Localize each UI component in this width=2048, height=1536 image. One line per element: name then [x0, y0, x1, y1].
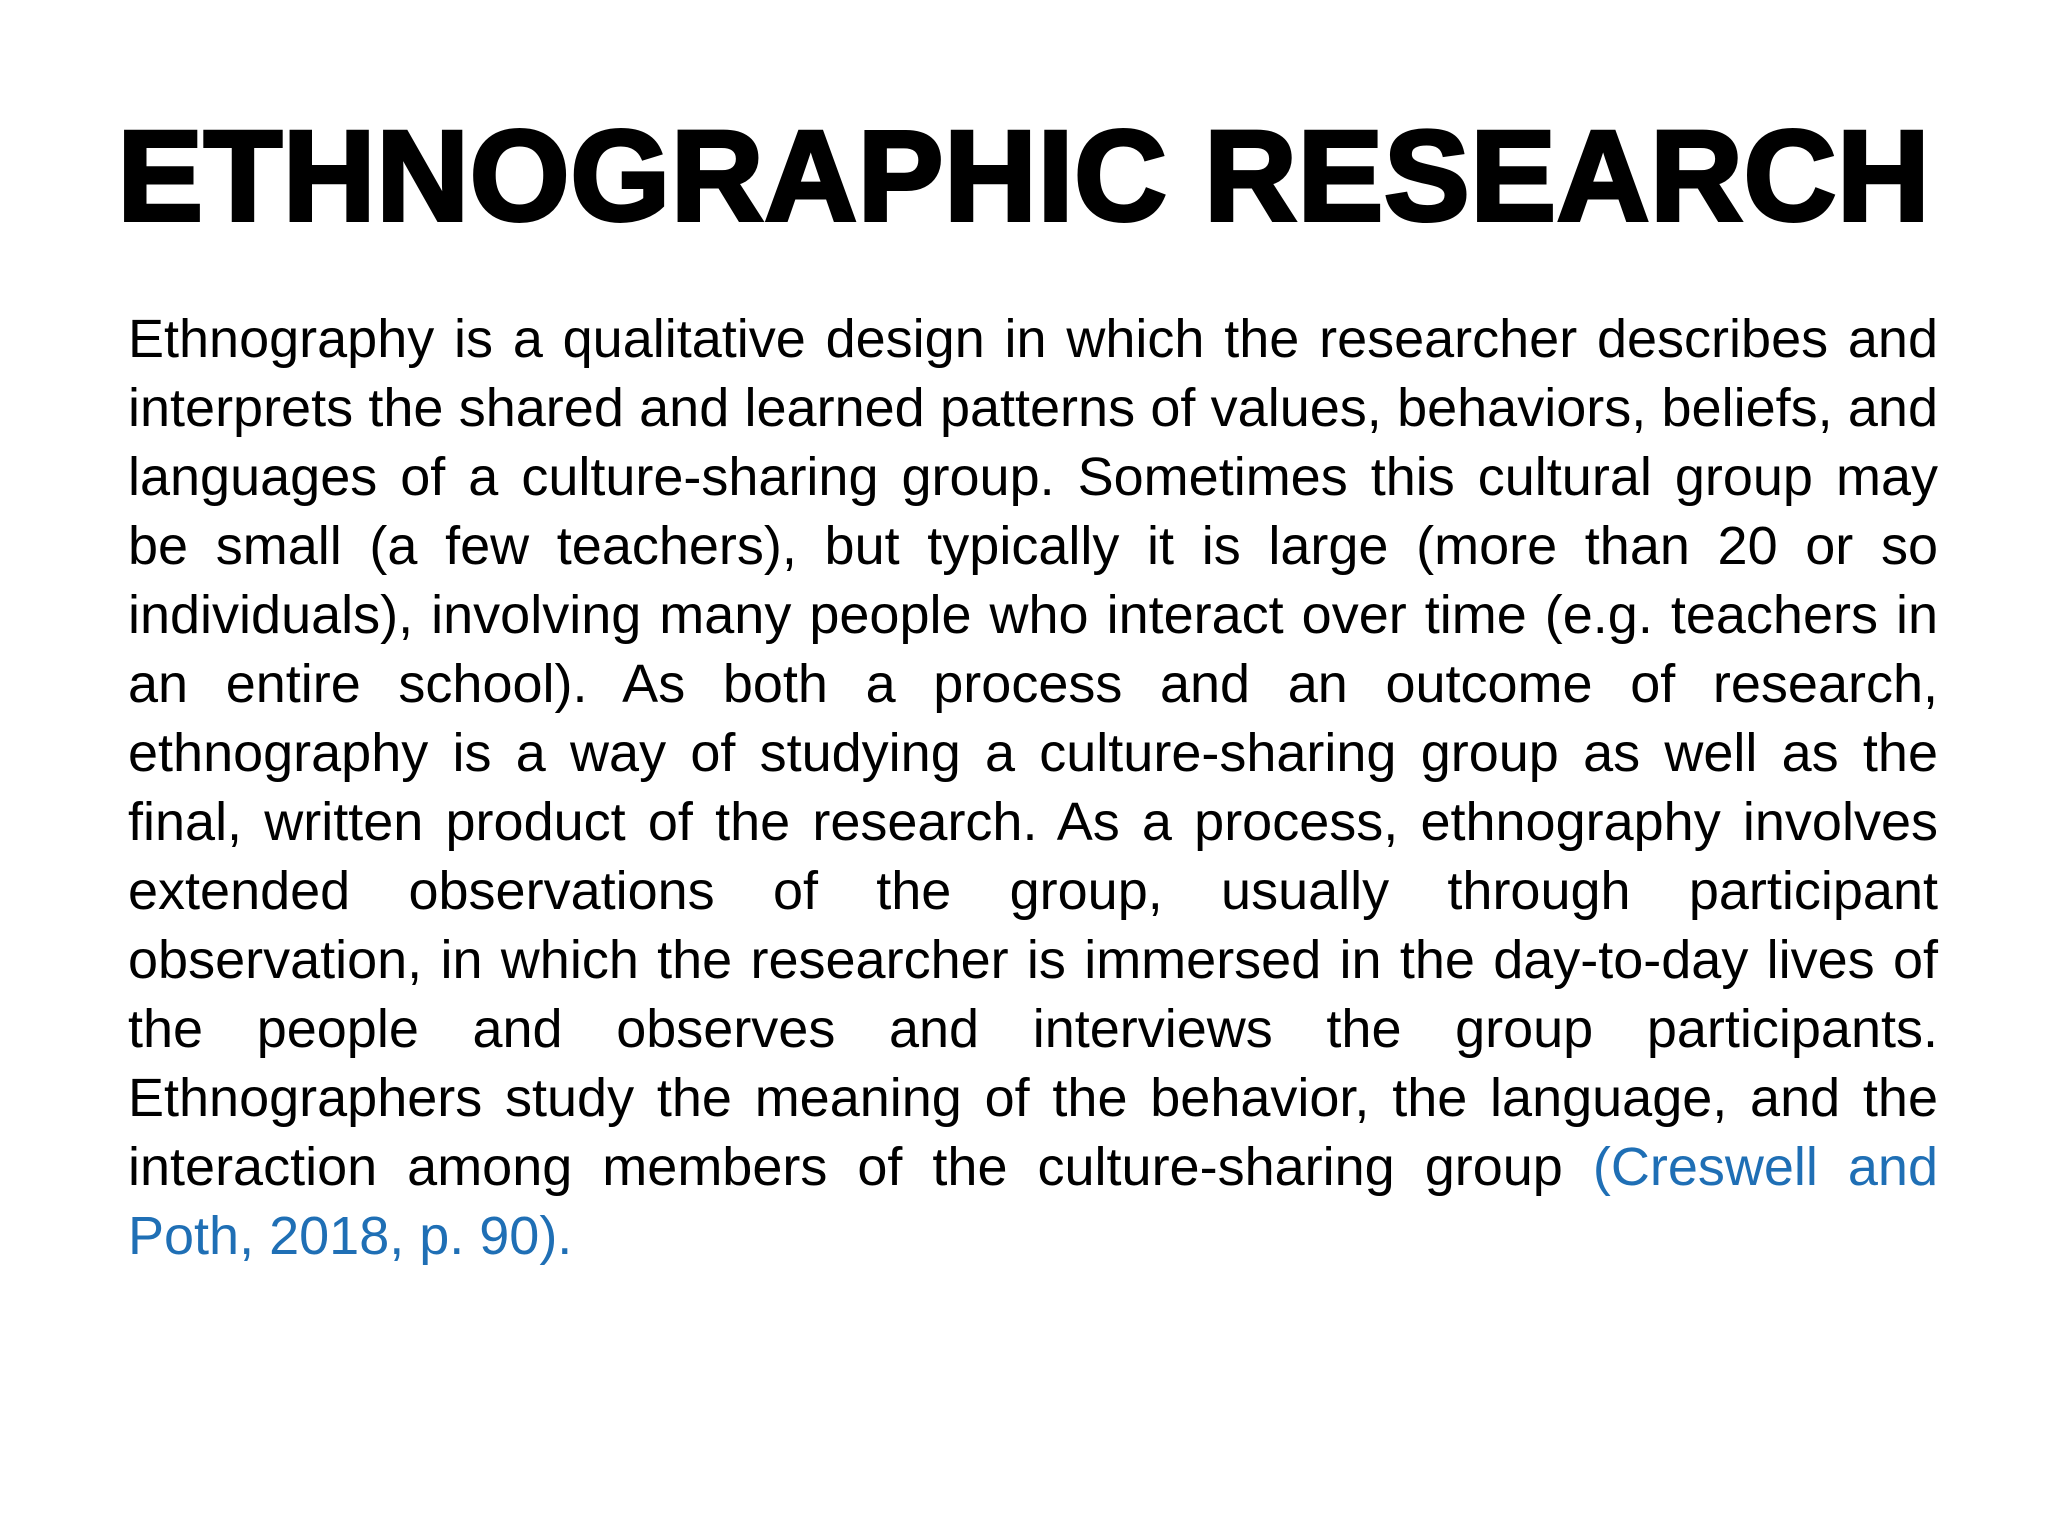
- citation-text: (Creswell and Poth, 2018, p. 90).: [128, 1137, 1938, 1266]
- body-paragraph-text: Ethnography is a qualitative design in which the researcher describes and interprets the shared and learned patterns of values, behaviors, beliefs, and languages of a culture-sharing group. Sometimes this cultural group may be small (a few teachers), but typically it is large (more than 20 or so individuals), involving many people who interact over time (e.g. teachers in an entire school). As both a process and an outcome of research, ethnography is a way of studying a culture-sharing group as well as the final, written product of the research. As a process, ethnography involves extended observations of the group, usually through participant observation, in which the researcher is immersed in the day-to-day lives of the people and observes and interviews the group participants. Ethnographers study the meaning of the behavior, the language, and the interaction among members of the culture-sharing group: [128, 309, 1938, 1197]
- body-paragraph: [128, 305, 1938, 1271]
- slide-title: ETHNOGRAPHIC RESEARCH: [117, 105, 1931, 248]
